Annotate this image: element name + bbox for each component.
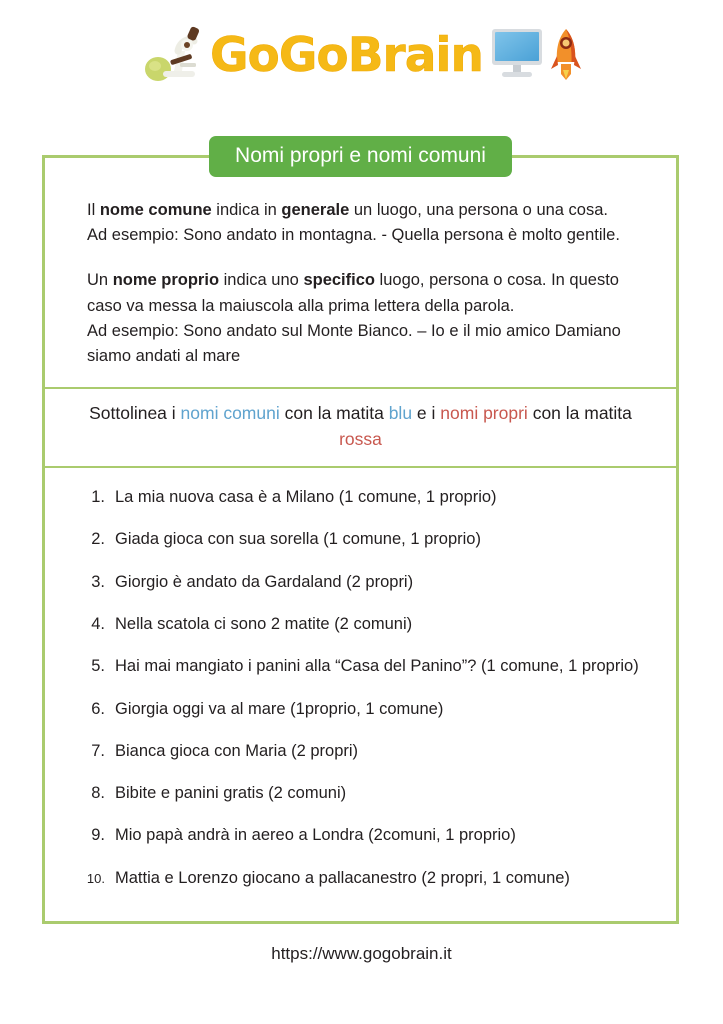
exercise-item xyxy=(75,486,652,508)
exercise-number: 1. xyxy=(91,488,105,507)
exercise-item xyxy=(75,824,652,846)
footer-url[interactable]: https://www.gogobrain.it xyxy=(271,944,452,963)
explain-0-part-3: generale xyxy=(281,201,350,219)
explain-1-part-5: Ad esempio: Sono andato sul Monte Bianco. – Io e il mio amico Damiano siamo andati al mare xyxy=(87,321,621,366)
exercise-item xyxy=(75,782,652,804)
exercise-text[interactable]: Bibite e panini gratis (2 comuni) xyxy=(115,784,347,803)
microscope-icon xyxy=(140,23,204,90)
exercise-list xyxy=(45,468,676,921)
worksheet-frame xyxy=(42,144,679,924)
explain-1-part-3: specifico xyxy=(303,271,375,290)
exercise-text[interactable]: Bianca gioca con Maria (2 propri) xyxy=(115,741,359,760)
exercise-item xyxy=(75,867,652,889)
explanation-paragraph-proper xyxy=(87,268,636,369)
instruction-text xyxy=(45,389,676,466)
exercise-number: 3. xyxy=(91,572,105,591)
exercise-number: 6. xyxy=(91,699,105,718)
site-logo-header xyxy=(0,0,723,112)
exercise-text[interactable]: La mia nuova casa è a Milano (1 comune, 1 proprio) xyxy=(115,488,497,507)
exercise-text[interactable]: Nella scatola ci sono 2 matite (2 comuni) xyxy=(115,614,413,633)
exercise-item xyxy=(75,655,652,677)
exercise-text[interactable]: Mio papà andrà in aereo a Londra (2comuni, 1 proprio) xyxy=(115,826,516,845)
instruction-segment-3: e i xyxy=(412,403,441,424)
exercise-item xyxy=(75,528,652,550)
rocket-icon xyxy=(549,26,583,87)
exercise-text[interactable]: Mattia e Lorenzo giocano a pallacanestro (2 propri, 1 comune) xyxy=(115,868,570,887)
instruction-highlight-nomi-propri: nomi propri xyxy=(440,403,528,424)
exercise-number: 2. xyxy=(91,530,105,549)
exercise-text[interactable]: Giorgio è andato da Gardaland (2 propri) xyxy=(115,572,414,591)
instruction-highlight-nomi-comuni: nomi comuni xyxy=(180,403,280,424)
instruction-segment-1: Sottolinea i xyxy=(89,403,181,424)
explain-1-part-1: nome proprio xyxy=(112,271,220,290)
exercise-number: 5. xyxy=(91,657,105,676)
explain-0-part-2: indica in xyxy=(211,201,282,219)
explain-0-part-1: nome comune xyxy=(99,201,212,219)
exercise-text[interactable]: Hai mai mangiato i panini alla “Casa del Panino”? (1 comune, 1 proprio) xyxy=(115,657,639,676)
exercise-number: 8. xyxy=(91,784,105,803)
instruction-highlight-blu: blu xyxy=(388,403,413,424)
explain-0-part-5: Ad esempio: Sono andato in montagna. - Quella persona è molto gentile. xyxy=(87,226,620,245)
explain-1-part-0: Un xyxy=(87,271,113,290)
exercise-number: 9. xyxy=(91,826,105,845)
logo-wordmark: GoGoBrain xyxy=(209,27,484,83)
explain-0-part-0: Il xyxy=(87,201,100,219)
exercise-item xyxy=(75,613,652,635)
instruction-highlight-rossa: rossa xyxy=(339,429,382,450)
explain-0-part-4: un luogo, una persona o una cosa. xyxy=(349,201,608,219)
monitor-icon xyxy=(489,26,545,87)
exercise-item xyxy=(75,571,652,593)
explain-1-part-2: indica uno xyxy=(219,271,304,290)
explanation-paragraph-common xyxy=(87,198,636,248)
exercise-text[interactable]: Giada gioca con sua sorella (1 comune, 1 proprio) xyxy=(115,530,481,549)
instruction-segment-4: con la matita xyxy=(527,403,632,424)
exercise-number: 10. xyxy=(86,870,105,886)
worksheet-title: Nomi propri e nomi comuni xyxy=(209,136,512,177)
exercise-item xyxy=(75,740,652,762)
exercise-text[interactable]: Giorgia oggi va al mare (1proprio, 1 comune) xyxy=(115,699,444,718)
explanation-section xyxy=(45,158,676,387)
exercise-number: 7. xyxy=(91,741,105,760)
explain-1-part-4: luogo, persona o cosa. In questo caso va messa la maiuscola alla prima lettera della parola. xyxy=(87,271,619,315)
exercise-item xyxy=(75,698,652,720)
exercise-number: 4. xyxy=(91,614,105,633)
instruction-segment-2: con la matita xyxy=(279,403,389,424)
